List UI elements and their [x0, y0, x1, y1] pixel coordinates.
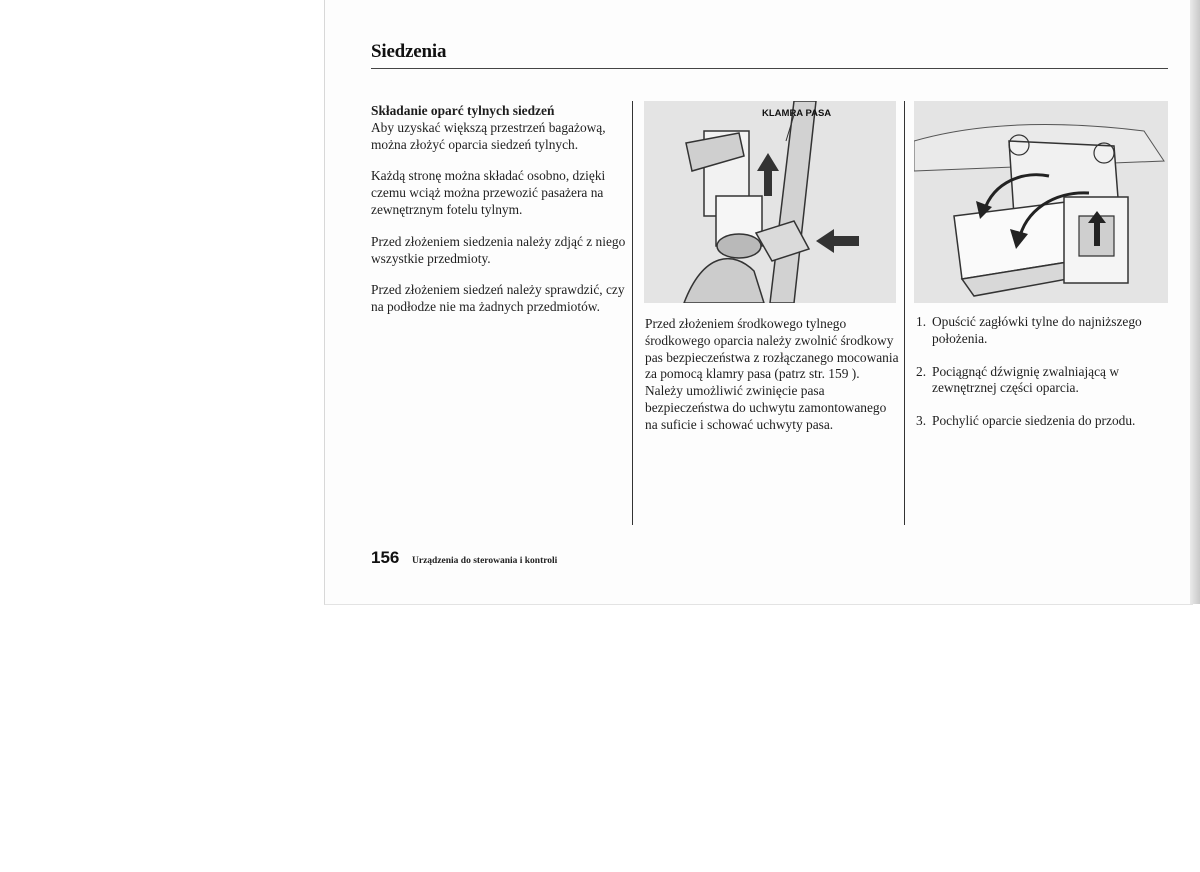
paragraph: Przed złożeniem siedzenia należy zdjąć z niego wszystkie przedmioty.: [371, 233, 626, 266]
belt-buckle-drawing: [644, 101, 896, 303]
list-item: [916, 314, 1176, 348]
folding-seat-illustration: [914, 101, 1168, 303]
step-text: Pociągnąć dźwignię zwalniającą w zewnętrznej części oparcia.: [932, 363, 1120, 396]
paragraph: Każdą stronę można składać osobno, dzięki czemu wciąż można przewozić pasażera na zewnętrznym fotelu tylnym.: [371, 168, 606, 217]
seat-fold-drawing: [914, 101, 1168, 303]
footer-section-title: Urządzenia do sterowania i kontroli: [412, 556, 558, 566]
section-heading: Składanie oparć tylnych siedzeń: [371, 103, 555, 118]
paragraph: Przed złożeniem siedzeń należy sprawdzić, czy na podłodze nie ma żadnych przedmiotów.: [371, 282, 625, 315]
paragraph: Przed złożeniem środkowego tylnego środkowego oparcia należy zwolnić środkowy pas bezpieczeństwa z rozłączanego mocowania za pomocą klamry pasa (patrz str. 159 ). Należy umożliwić zwinięcie pasa bezpieczeństwa do uchwytu zamontowanego na suficie i schować uchwyty pasa.: [645, 316, 899, 432]
step-text: Opuścić zagłówki tylne do najniższego położenia.: [932, 314, 1142, 346]
list-item: [916, 364, 1176, 398]
list-item: [916, 413, 1176, 430]
step-number: 1.: [916, 314, 927, 329]
column-divider: [904, 101, 905, 525]
column-right: [916, 314, 1176, 446]
step-list: [916, 314, 1176, 430]
figure-label: KLAMRA PASA: [762, 108, 832, 119]
column-middle: [645, 316, 900, 449]
paragraph: Aby uzyskać większą przestrzeń bagażową, można złożyć oparcia siedzeń tylnych.: [371, 119, 606, 152]
column-left: [371, 103, 626, 331]
page-title: Siedzenia: [371, 41, 447, 62]
page-edge: [1190, 0, 1200, 604]
step-number: 3.: [916, 413, 927, 429]
step-text: Pochylić oparcie siedzenia do przodu.: [932, 413, 1136, 429]
title-rule: [371, 68, 1168, 69]
step-number: 2.: [916, 363, 927, 379]
column-divider: [632, 101, 633, 525]
seat-belt-buckle-illustration: [644, 101, 896, 303]
page-number: 156: [371, 548, 400, 567]
